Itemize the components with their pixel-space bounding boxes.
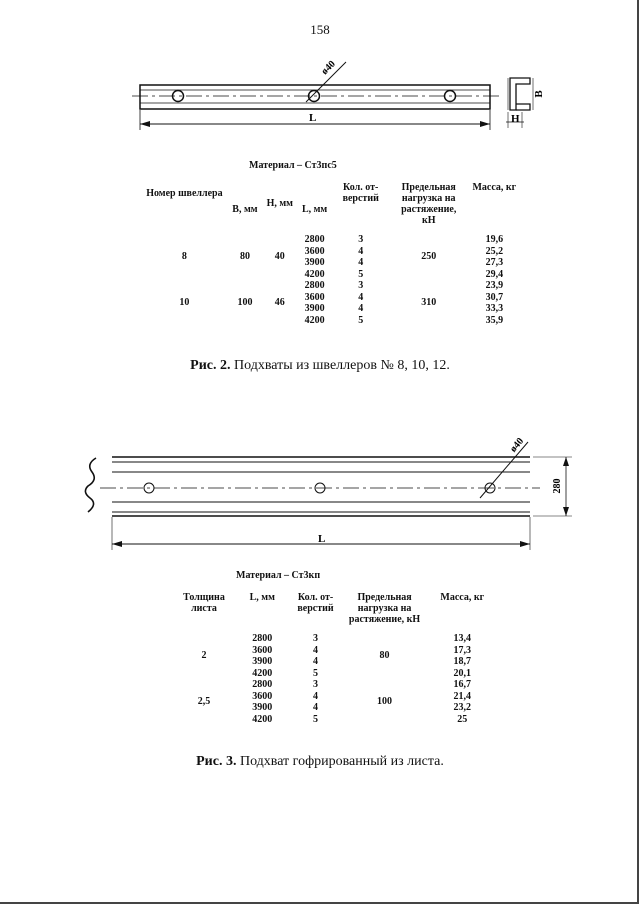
figure3-caption: [0, 754, 640, 770]
header-mass: Масса, кг: [440, 592, 485, 603]
channel-body: [140, 85, 490, 109]
figure2-material: Материал – Ст3пс5: [249, 160, 337, 171]
cell-holes: 3 4 4 5: [313, 679, 319, 725]
header-l: L, мм: [301, 204, 328, 215]
cell-holes: 3 4 4 5: [358, 280, 364, 326]
header-mass: Масса, кг: [472, 182, 517, 193]
cell-holes: 3 4 4 5: [313, 633, 319, 679]
figure2-caption-label: Рис. 2.: [190, 358, 231, 373]
cell-mass: 19,6 25,2 27,3 29,4: [485, 234, 504, 280]
cell-thickness: 2: [201, 650, 207, 662]
cell-mass: 16,7 21,4 23,2 25: [453, 679, 472, 725]
figure2-drawing: [0, 50, 640, 130]
table-header-row: [170, 592, 500, 633]
figure2-length-label: L: [309, 112, 317, 124]
cell-l: 2800 3600 3900 4200: [252, 633, 273, 679]
figure2-height-label: H: [511, 113, 520, 125]
figure2-diameter-label: ø40: [319, 58, 338, 78]
table-row: [170, 679, 500, 725]
cell-load: 250: [421, 251, 437, 263]
cell-l: 2800 3600 3900 4200: [304, 234, 325, 280]
figure2-caption: [0, 358, 640, 374]
cell-holes: 3 4 4 5: [358, 234, 364, 280]
cell-l: 2800 3600 3900 4200: [252, 679, 273, 725]
figure3-material: Материал – Ст3кп: [236, 570, 321, 581]
channel-section: [510, 78, 530, 110]
cell-l: 2800 3600 3900 4200: [304, 280, 325, 326]
cell-number: 8: [181, 251, 187, 263]
table-header-row: [141, 182, 521, 234]
section-wave: [85, 458, 96, 512]
figure3-length-label: L: [318, 533, 326, 545]
header-h: Н, мм: [266, 198, 293, 209]
cell-b: 100: [237, 297, 253, 309]
cell-h: 46: [274, 297, 285, 309]
figure2-caption-text: Подхваты из швеллеров № 8, 10, 12.: [230, 358, 450, 373]
figure3-diameter-label: ø40: [508, 435, 527, 455]
page-number: 158: [310, 22, 330, 37]
figure2-table: [141, 182, 521, 326]
figure3-caption-label: Рис. 3.: [196, 754, 237, 769]
header-b: В, мм: [232, 204, 258, 215]
cell-load: 310: [421, 297, 437, 309]
cell-load: 80: [379, 650, 390, 662]
figure3-height-label: 280: [552, 478, 563, 494]
header-l: L, мм: [249, 592, 275, 603]
cell-mass: 23,9 30,7 33,3 35,9: [485, 280, 504, 326]
table-row: [141, 280, 521, 326]
cell-h: 40: [274, 251, 285, 263]
figure3-table: [170, 592, 500, 725]
figure2-width-label: B: [533, 90, 545, 98]
cell-mass: 13,4 17,3 18,7 20,1: [453, 633, 472, 679]
cell-thickness: 2,5: [197, 696, 211, 708]
cell-load: 100: [377, 696, 393, 708]
header-load: Предельная нагрузка на растяжение, кН: [401, 182, 457, 226]
table-row: [141, 234, 521, 280]
header-load: Предельная нагрузка на растяжение, кН: [348, 592, 421, 625]
header-holes: Кол. от-верстий: [342, 182, 379, 204]
cell-b: 80: [239, 251, 250, 263]
header-channel-number: Номер швеллера: [146, 188, 223, 199]
figure3-drawing: [0, 420, 640, 555]
table-row: [170, 633, 500, 679]
cell-number: 10: [179, 297, 190, 309]
header-thickness: Толщина листа: [183, 592, 225, 614]
figure3-caption-text: Подхват гофрированный из листа.: [236, 754, 444, 769]
header-holes: Кол. от-верстий: [297, 592, 334, 614]
